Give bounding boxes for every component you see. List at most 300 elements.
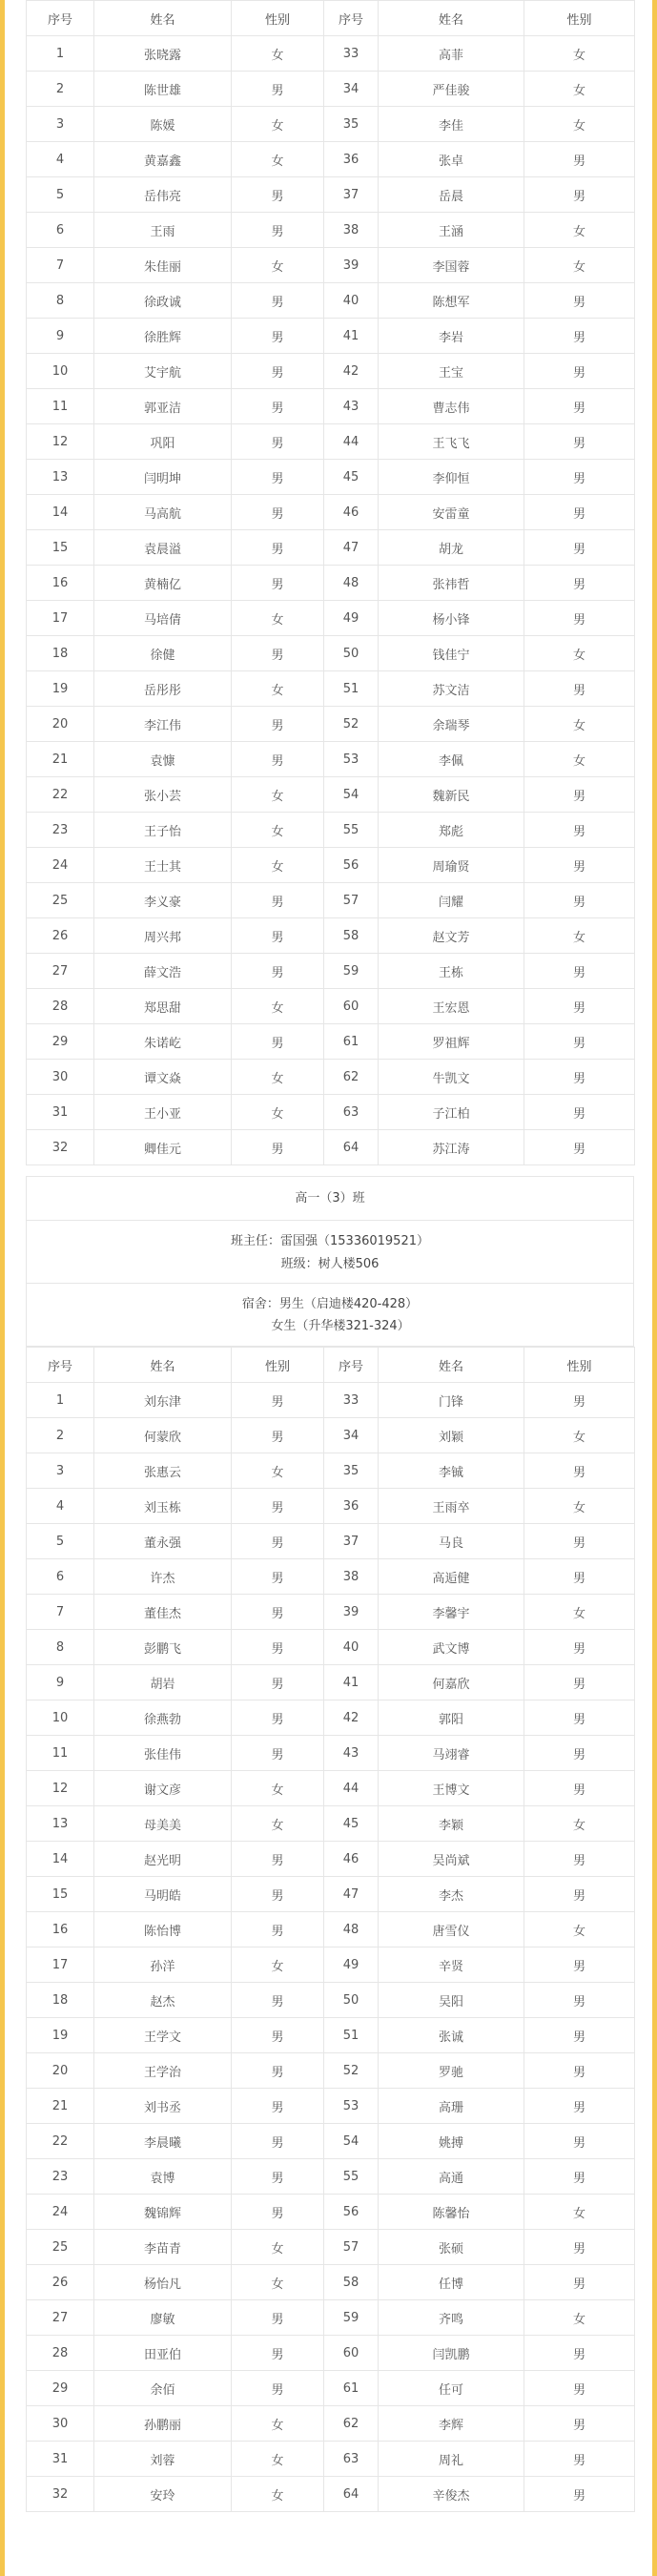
cell-gender-right: 男 — [524, 354, 635, 389]
cell-index-left: 11 — [27, 1736, 94, 1771]
cell-gender-left: 男 — [232, 883, 324, 918]
cell-index-left: 23 — [27, 2159, 94, 2195]
cell-gender-left: 男 — [232, 1842, 324, 1877]
cell-index-left: 4 — [27, 1489, 94, 1524]
cell-gender-right: 男 — [524, 1736, 635, 1771]
cell-index-left: 25 — [27, 2230, 94, 2265]
cell-gender-right: 男 — [524, 671, 635, 707]
cell-index-left: 16 — [27, 566, 94, 601]
cell-gender-right: 女 — [524, 2300, 635, 2336]
header-gender-left: 性别 — [232, 1, 324, 36]
cell-gender-left: 女 — [232, 2477, 324, 2512]
cell-index-left: 19 — [27, 671, 94, 707]
header-name-right: 姓名 — [379, 1348, 524, 1383]
cell-name-right: 余瑞琴 — [379, 707, 524, 742]
cell-index-right: 33 — [324, 1383, 379, 1418]
cell-name-left: 刘东津 — [94, 1383, 232, 1418]
cell-gender-left: 男 — [232, 1595, 324, 1630]
cell-gender-left: 男 — [232, 530, 324, 566]
cell-index-left: 5 — [27, 1524, 94, 1559]
cell-gender-right: 男 — [524, 2089, 635, 2124]
cell-name-left: 袁博 — [94, 2159, 232, 2195]
cell-index-right: 47 — [324, 530, 379, 566]
cell-index-left: 32 — [27, 1130, 94, 1165]
table-row — [27, 1736, 635, 1771]
cell-index-right: 59 — [324, 954, 379, 989]
cell-index-left: 6 — [27, 1559, 94, 1595]
cell-index-right: 62 — [324, 2406, 379, 2442]
cell-gender-left: 男 — [232, 495, 324, 530]
cell-name-left: 李晨曦 — [94, 2124, 232, 2159]
cell-index-left: 31 — [27, 1095, 94, 1130]
cell-name-right: 罗驰 — [379, 2053, 524, 2089]
cell-gender-right: 男 — [524, 1700, 635, 1736]
cell-gender-right: 女 — [524, 1806, 635, 1842]
cell-name-right: 高逅健 — [379, 1559, 524, 1595]
cell-gender-left: 女 — [232, 1947, 324, 1983]
cell-name-left: 马高航 — [94, 495, 232, 530]
cell-name-right: 吴阳 — [379, 1983, 524, 2018]
table-row — [27, 248, 635, 283]
cell-name-left: 赵光明 — [94, 1842, 232, 1877]
cell-index-right: 47 — [324, 1877, 379, 1912]
cell-index-left: 31 — [27, 2442, 94, 2477]
table-row — [27, 530, 635, 566]
table-row — [27, 1947, 635, 1983]
cell-index-right: 52 — [324, 707, 379, 742]
cell-name-right: 王博文 — [379, 1771, 524, 1806]
table-row — [27, 460, 635, 495]
cell-index-right: 35 — [324, 107, 379, 142]
cell-index-left: 17 — [27, 1947, 94, 1983]
header-name-left: 姓名 — [94, 1348, 232, 1383]
cell-name-right: 李佩 — [379, 742, 524, 777]
cell-gender-left: 男 — [232, 354, 324, 389]
cell-gender-right: 男 — [524, 1947, 635, 1983]
cell-index-right: 54 — [324, 2124, 379, 2159]
header-index-right: 序号 — [324, 1348, 379, 1383]
table-row — [27, 495, 635, 530]
cell-name-left: 周兴邦 — [94, 918, 232, 954]
cell-gender-right: 男 — [524, 2265, 635, 2300]
cell-name-right: 李铖 — [379, 1453, 524, 1489]
header-gender-left: 性别 — [232, 1348, 324, 1383]
cell-name-right: 王宝 — [379, 354, 524, 389]
cell-gender-right: 男 — [524, 1453, 635, 1489]
cell-index-left: 9 — [27, 1665, 94, 1700]
cell-gender-left: 男 — [232, 389, 324, 424]
cell-name-right: 唐雪仪 — [379, 1912, 524, 1947]
cell-gender-left: 男 — [232, 1130, 324, 1165]
cell-index-left: 4 — [27, 142, 94, 177]
cell-gender-right: 男 — [524, 1060, 635, 1095]
cell-gender-right: 男 — [524, 2371, 635, 2406]
cell-name-right: 张诚 — [379, 2018, 524, 2053]
cell-gender-left: 男 — [232, 424, 324, 460]
class3-info-panel — [26, 1176, 634, 1347]
cell-name-right: 刘颖 — [379, 1418, 524, 1453]
table-row — [27, 1983, 635, 2018]
cell-name-right: 武文博 — [379, 1630, 524, 1665]
cell-name-left: 廖敏 — [94, 2300, 232, 2336]
cell-gender-left: 男 — [232, 2124, 324, 2159]
cell-name-left: 薛文浩 — [94, 954, 232, 989]
cell-gender-left: 男 — [232, 742, 324, 777]
cell-gender-right: 女 — [524, 1595, 635, 1630]
cell-index-right: 41 — [324, 1665, 379, 1700]
cell-name-left: 郑思甜 — [94, 989, 232, 1024]
table-row — [27, 2371, 635, 2406]
cell-index-left: 6 — [27, 213, 94, 248]
cell-name-left: 胡岩 — [94, 1665, 232, 1700]
cell-name-right: 姚搏 — [379, 2124, 524, 2159]
cell-name-left: 袁晨溢 — [94, 530, 232, 566]
cell-index-left: 32 — [27, 2477, 94, 2512]
cell-gender-right: 男 — [524, 989, 635, 1024]
cell-gender-left: 男 — [232, 177, 324, 213]
cell-gender-right: 男 — [524, 1383, 635, 1418]
table-row — [27, 1912, 635, 1947]
cell-name-right: 任可 — [379, 2371, 524, 2406]
table-row — [27, 1383, 635, 1418]
cell-index-right: 42 — [324, 354, 379, 389]
cell-gender-left: 男 — [232, 1524, 324, 1559]
cell-index-right: 42 — [324, 1700, 379, 1736]
cell-name-left: 魏锦辉 — [94, 2195, 232, 2230]
cell-name-left: 岳伟亮 — [94, 177, 232, 213]
table-row — [27, 954, 635, 989]
cell-index-left: 2 — [27, 1418, 94, 1453]
cell-name-left: 王学治 — [94, 2053, 232, 2089]
cell-gender-left: 男 — [232, 1418, 324, 1453]
table-row — [27, 213, 635, 248]
cell-name-right: 岳晨 — [379, 177, 524, 213]
cell-gender-left: 女 — [232, 777, 324, 813]
cell-name-right: 曹志伟 — [379, 389, 524, 424]
cell-gender-right: 男 — [524, 2230, 635, 2265]
cell-gender-right: 女 — [524, 2195, 635, 2230]
cell-gender-right: 女 — [524, 1912, 635, 1947]
cell-name-left: 刘玉栋 — [94, 1489, 232, 1524]
cell-index-left: 25 — [27, 883, 94, 918]
cell-name-right: 子江柏 — [379, 1095, 524, 1130]
cell-gender-right: 男 — [524, 1095, 635, 1130]
cell-gender-right: 男 — [524, 1665, 635, 1700]
cell-gender-right: 男 — [524, 495, 635, 530]
cell-index-left: 12 — [27, 1771, 94, 1806]
cell-gender-right: 男 — [524, 2336, 635, 2371]
cell-name-left: 田亚伯 — [94, 2336, 232, 2371]
cell-name-right: 张祎哲 — [379, 566, 524, 601]
cell-name-left: 王小亚 — [94, 1095, 232, 1130]
cell-index-left: 28 — [27, 2336, 94, 2371]
cell-index-right: 56 — [324, 848, 379, 883]
cell-gender-left: 女 — [232, 671, 324, 707]
cell-gender-left: 女 — [232, 1771, 324, 1806]
cell-gender-left: 男 — [232, 1024, 324, 1060]
cell-index-left: 12 — [27, 424, 94, 460]
cell-gender-left: 女 — [232, 848, 324, 883]
cell-name-right: 李仰恒 — [379, 460, 524, 495]
cell-name-right: 魏新民 — [379, 777, 524, 813]
header-row — [27, 1, 635, 36]
cell-name-left: 孙洋 — [94, 1947, 232, 1983]
cell-index-left: 15 — [27, 530, 94, 566]
cell-name-right: 郭阳 — [379, 1700, 524, 1736]
table-row — [27, 1095, 635, 1130]
cell-index-left: 10 — [27, 1700, 94, 1736]
cell-index-left: 21 — [27, 742, 94, 777]
cell-index-right: 61 — [324, 2371, 379, 2406]
cell-gender-right: 男 — [524, 2442, 635, 2477]
header-index-right: 序号 — [324, 1, 379, 36]
cell-index-left: 29 — [27, 2371, 94, 2406]
cell-gender-right: 女 — [524, 918, 635, 954]
table-row — [27, 2124, 635, 2159]
table-row — [27, 2477, 635, 2512]
cell-index-right: 57 — [324, 2230, 379, 2265]
cell-index-right: 44 — [324, 1771, 379, 1806]
cell-index-right: 36 — [324, 1489, 379, 1524]
cell-name-left: 艾宇航 — [94, 354, 232, 389]
cell-name-left: 李义豪 — [94, 883, 232, 918]
cell-name-right: 李颖 — [379, 1806, 524, 1842]
cell-gender-left: 男 — [232, 460, 324, 495]
cell-gender-right: 女 — [524, 107, 635, 142]
header-name-left: 姓名 — [94, 1, 232, 36]
table-row — [27, 601, 635, 636]
cell-gender-left: 男 — [232, 1489, 324, 1524]
cell-name-right: 王飞飞 — [379, 424, 524, 460]
table-row — [27, 177, 635, 213]
cell-name-right: 钱佳宁 — [379, 636, 524, 671]
cell-index-left: 10 — [27, 354, 94, 389]
cell-name-left: 董佳杰 — [94, 1595, 232, 1630]
cell-index-left: 8 — [27, 283, 94, 319]
cell-name-left: 卿佳元 — [94, 1130, 232, 1165]
class3-teacher-block — [27, 1221, 633, 1284]
cell-index-right: 38 — [324, 1559, 379, 1595]
cell-gender-left: 女 — [232, 248, 324, 283]
cell-gender-right: 男 — [524, 142, 635, 177]
cell-name-left: 杨怡凡 — [94, 2265, 232, 2300]
cell-index-right: 33 — [324, 36, 379, 72]
cell-gender-right: 男 — [524, 424, 635, 460]
cell-index-left: 24 — [27, 2195, 94, 2230]
table-row — [27, 566, 635, 601]
cell-name-right: 郑彪 — [379, 813, 524, 848]
cell-name-left: 王学文 — [94, 2018, 232, 2053]
class2-roster-table — [26, 0, 635, 1165]
cell-index-right: 55 — [324, 813, 379, 848]
cell-gender-left: 男 — [232, 1912, 324, 1947]
cell-name-right: 张硕 — [379, 2230, 524, 2265]
cell-index-right: 44 — [324, 424, 379, 460]
cell-name-left: 徐燕勃 — [94, 1700, 232, 1736]
cell-gender-right: 男 — [524, 1771, 635, 1806]
cell-name-right: 苏文洁 — [379, 671, 524, 707]
cell-index-right: 37 — [324, 177, 379, 213]
cell-gender-right: 女 — [524, 1418, 635, 1453]
cell-gender-left: 男 — [232, 319, 324, 354]
cell-index-left: 5 — [27, 177, 94, 213]
cell-index-right: 60 — [324, 989, 379, 1024]
cell-name-left: 岳彤彤 — [94, 671, 232, 707]
cell-index-left: 24 — [27, 848, 94, 883]
cell-gender-left: 男 — [232, 1665, 324, 1700]
cell-index-left: 9 — [27, 319, 94, 354]
cell-gender-right: 男 — [524, 1983, 635, 2018]
cell-index-right: 55 — [324, 2159, 379, 2195]
table-row — [27, 1700, 635, 1736]
cell-gender-right: 男 — [524, 848, 635, 883]
cell-index-right: 48 — [324, 1912, 379, 1947]
cell-index-left: 27 — [27, 2300, 94, 2336]
table-row — [27, 283, 635, 319]
cell-index-right: 51 — [324, 2018, 379, 2053]
cell-name-left: 赵杰 — [94, 1983, 232, 2018]
content — [26, 0, 634, 2512]
cell-name-left: 张惠云 — [94, 1453, 232, 1489]
table-row — [27, 36, 635, 72]
table-row — [27, 142, 635, 177]
table-row — [27, 389, 635, 424]
cell-name-left: 马培倩 — [94, 601, 232, 636]
class3-dorm-male: 宿舍：男生（启迪楼420-428） — [241, 1297, 419, 1311]
table-row — [27, 2195, 635, 2230]
table-row — [27, 1806, 635, 1842]
cell-name-left: 谭文焱 — [94, 1060, 232, 1095]
table-row — [27, 1877, 635, 1912]
cell-index-left: 21 — [27, 2089, 94, 2124]
cell-name-left: 郭亚洁 — [94, 389, 232, 424]
cell-gender-right: 男 — [524, 460, 635, 495]
cell-name-right: 杨小锋 — [379, 601, 524, 636]
cell-index-right: 43 — [324, 1736, 379, 1771]
cell-name-left: 董永强 — [94, 1524, 232, 1559]
cell-name-right: 陈馨怡 — [379, 2195, 524, 2230]
cell-gender-left: 男 — [232, 918, 324, 954]
header-gender-right: 性别 — [524, 1, 635, 36]
cell-name-left: 闫明坤 — [94, 460, 232, 495]
cell-gender-left: 男 — [232, 1700, 324, 1736]
table-row — [27, 72, 635, 107]
cell-index-right: 45 — [324, 460, 379, 495]
cell-index-left: 28 — [27, 989, 94, 1024]
cell-name-right: 任博 — [379, 2265, 524, 2300]
cell-gender-left: 男 — [232, 2371, 324, 2406]
cell-index-right: 40 — [324, 283, 379, 319]
cell-gender-right: 男 — [524, 954, 635, 989]
cell-gender-left: 男 — [232, 1383, 324, 1418]
cell-name-left: 徐政诚 — [94, 283, 232, 319]
cell-name-right: 安雷童 — [379, 495, 524, 530]
cell-gender-left: 男 — [232, 2336, 324, 2371]
cell-gender-right: 男 — [524, 1842, 635, 1877]
cell-name-right: 马翊睿 — [379, 1736, 524, 1771]
table-row — [27, 813, 635, 848]
cell-name-right: 王涵 — [379, 213, 524, 248]
cell-name-left: 李江伟 — [94, 707, 232, 742]
cell-index-right: 46 — [324, 1842, 379, 1877]
cell-gender-right: 男 — [524, 283, 635, 319]
cell-gender-left: 男 — [232, 566, 324, 601]
cell-index-left: 15 — [27, 1877, 94, 1912]
table-row — [27, 1595, 635, 1630]
table-row — [27, 2406, 635, 2442]
cell-gender-right: 男 — [524, 2406, 635, 2442]
cell-index-right: 52 — [324, 2053, 379, 2089]
cell-index-right: 53 — [324, 2089, 379, 2124]
cell-index-right: 34 — [324, 1418, 379, 1453]
cell-index-left: 2 — [27, 72, 94, 107]
cell-gender-left: 女 — [232, 2265, 324, 2300]
cell-gender-right: 男 — [524, 601, 635, 636]
table-row — [27, 1453, 635, 1489]
cell-index-left: 14 — [27, 1842, 94, 1877]
cell-index-left: 1 — [27, 1383, 94, 1418]
cell-gender-left: 女 — [232, 2442, 324, 2477]
table-row — [27, 1842, 635, 1877]
cell-name-right: 牛凯文 — [379, 1060, 524, 1095]
cell-name-left: 何蒙欣 — [94, 1418, 232, 1453]
cell-gender-right: 女 — [524, 742, 635, 777]
cell-name-left: 张晓露 — [94, 36, 232, 72]
cell-name-right: 吴尚斌 — [379, 1842, 524, 1877]
cell-gender-right: 男 — [524, 2124, 635, 2159]
cell-index-left: 13 — [27, 1806, 94, 1842]
cell-index-left: 7 — [27, 248, 94, 283]
cell-name-right: 闫凯鹏 — [379, 2336, 524, 2371]
cell-gender-left: 男 — [232, 1877, 324, 1912]
table-row — [27, 319, 635, 354]
cell-gender-left: 女 — [232, 1453, 324, 1489]
table-row — [27, 1524, 635, 1559]
table-row — [27, 636, 635, 671]
cell-name-left: 母美美 — [94, 1806, 232, 1842]
cell-name-left: 徐健 — [94, 636, 232, 671]
table-row — [27, 1489, 635, 1524]
cell-name-left: 王士其 — [94, 848, 232, 883]
cell-index-right: 54 — [324, 777, 379, 813]
cell-index-left: 11 — [27, 389, 94, 424]
cell-gender-left: 男 — [232, 1630, 324, 1665]
cell-gender-right: 女 — [524, 213, 635, 248]
table-row — [27, 1024, 635, 1060]
class3-title: 高一（3）班 — [27, 1177, 633, 1221]
cell-index-left: 22 — [27, 777, 94, 813]
cell-name-right: 高通 — [379, 2159, 524, 2195]
cell-index-left: 1 — [27, 36, 94, 72]
cell-gender-left: 女 — [232, 1095, 324, 1130]
cell-index-left: 13 — [27, 460, 94, 495]
cell-name-left: 陈媛 — [94, 107, 232, 142]
cell-gender-right: 男 — [524, 530, 635, 566]
cell-index-left: 17 — [27, 601, 94, 636]
cell-index-right: 41 — [324, 319, 379, 354]
cell-gender-right: 女 — [524, 36, 635, 72]
cell-index-right: 58 — [324, 918, 379, 954]
cell-gender-right: 男 — [524, 2159, 635, 2195]
class3-dorm-block — [27, 1284, 633, 1347]
cell-gender-left: 女 — [232, 1060, 324, 1095]
cell-index-right: 59 — [324, 2300, 379, 2336]
cell-index-left: 16 — [27, 1912, 94, 1947]
cell-index-right: 37 — [324, 1524, 379, 1559]
cell-gender-left: 男 — [232, 72, 324, 107]
cell-gender-left: 女 — [232, 989, 324, 1024]
cell-index-left: 30 — [27, 1060, 94, 1095]
